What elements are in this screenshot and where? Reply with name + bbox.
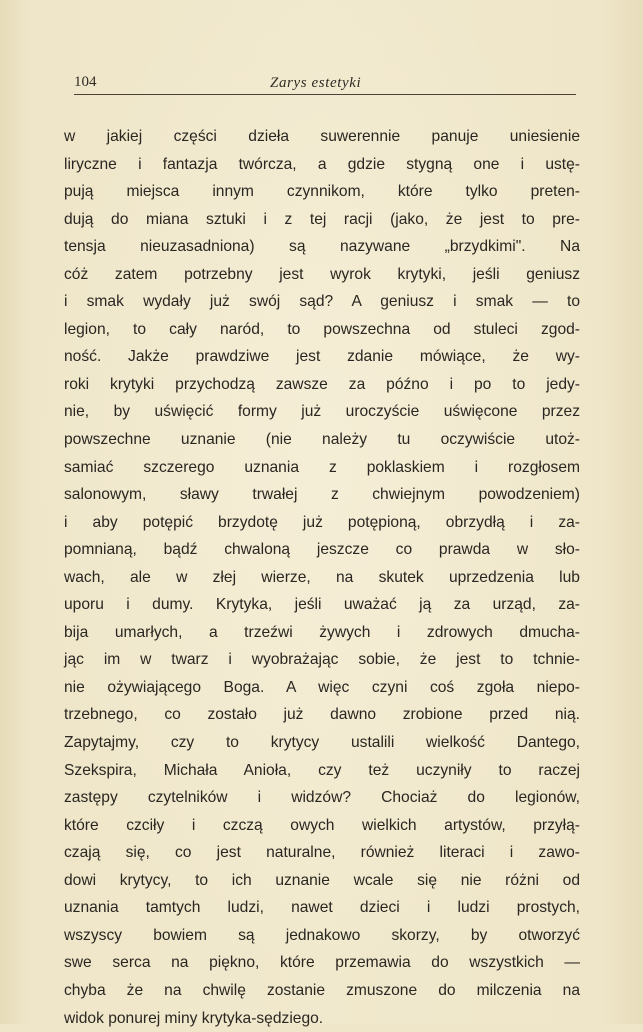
text-line: chyba że na chwilę zostanie zmuszone do milczenia na — [64, 977, 580, 1005]
text-line: w jakiej części dzieła suwerennie panuje uniesienie — [64, 123, 580, 151]
text-line: uznania tamtych ludzi, nawet dzieci i ludzi prostych, — [64, 894, 580, 922]
text-line: uporu i dumy. Krytyka, jeśli uważać ją za urząd, za- — [64, 591, 580, 619]
text-line: nie ożywiającego Boga. A więc czyni coś zgoła niepo- — [64, 674, 580, 702]
text-line: bija umarłych, a trzeźwi żywych i zdrowych dmucha- — [64, 619, 580, 647]
text-line: samiać szczerego uznania z poklaskiem i rozgłosem — [64, 454, 580, 482]
running-title: Zarys estetyki — [270, 75, 361, 92]
text-line: Szekspira, Michała Anioła, czy też uczyniły to raczej — [64, 757, 580, 785]
text-line: swe serca na piękno, które przemawia do wszystkich — — [64, 949, 580, 977]
running-header — [74, 72, 576, 95]
text-line: powszechne uznanie (nie należy tu oczywiście utoż- — [64, 426, 580, 454]
text-line: jąc im w twarz i wyobrażając sobie, że jest to tchnie- — [64, 646, 580, 674]
text-line: cóż zatem potrzebny jest wyrok krytyki, jeśli geniusz — [64, 261, 580, 289]
text-line: trzebnego, co zostało już dawno zrobione przed nią. — [64, 701, 580, 729]
text-line: roki krytyki przychodzą zawsze za późno i po to jedy- — [64, 371, 580, 399]
text-line: nie, by uświęcić formy już uroczyście uświęcone przez — [64, 398, 580, 426]
text-line: które czciły i czczą owych wielkich artystów, przyłą- — [64, 812, 580, 840]
text-line: widok ponurej miny krytyka-sędziego. — [64, 1005, 580, 1032]
text-line: czają się, co jest naturalne, również literaci i zawo- — [64, 839, 580, 867]
page-number: 104 — [74, 74, 97, 91]
text-line: ność. Jakże prawdziwe jest zdanie mówiące, że wy- — [64, 343, 580, 371]
text-line: wach, ale w złej wierze, na skutek uprzedzenia lub — [64, 564, 580, 592]
text-line: wszyscy bowiem są jednakowo skorzy, by otworzyć — [64, 922, 580, 950]
text-line: i aby potępić brzydotę już potępioną, obrzydłą i za- — [64, 509, 580, 537]
text-line: dowi krytycy, to ich uznanie wcale się nie różni od — [64, 867, 580, 895]
text-line: i smak wydały już swój sąd? A geniusz i smak — to — [64, 288, 580, 316]
text-line: tensja nieuzasadniona) są nazywane „brzydkimi". Na — [64, 233, 580, 261]
text-line: pują miejsca innym czynnikom, które tylko preten- — [64, 178, 580, 206]
body-paragraph — [64, 123, 580, 1032]
text-line: pomnianą, bądź chwaloną jeszcze co prawda w sło- — [64, 536, 580, 564]
text-line: zastępy czytelników i widzów? Chociaż do legionów, — [64, 784, 580, 812]
text-line: Zapytajmy, czy to krytycy ustalili wielkość Dantego, — [64, 729, 580, 757]
text-line: legion, to cały naród, to powszechna od stuleci zgod- — [64, 316, 580, 344]
text-line: salonowym, sławy trwałej z chwiejnym powodzeniem) — [64, 481, 580, 509]
text-line: liryczne i fantazja twórcza, a gdzie stygną one i ustę- — [64, 151, 580, 179]
text-line: dują do miana sztuki i z tej racji (jako, że jest to pre- — [64, 206, 580, 234]
